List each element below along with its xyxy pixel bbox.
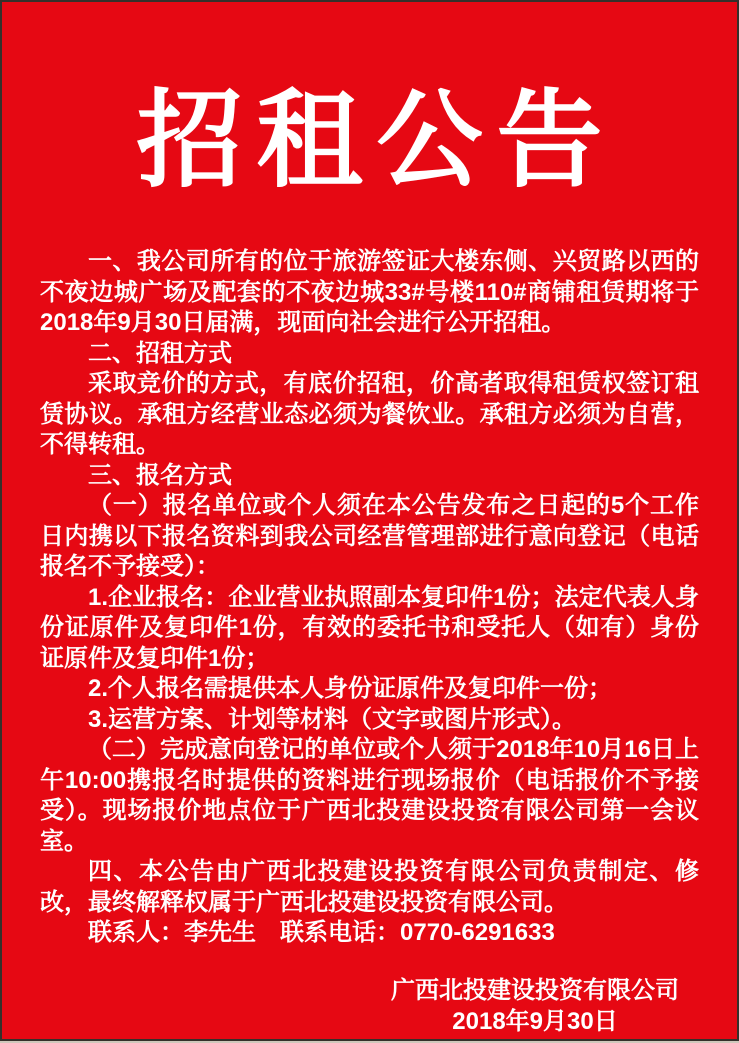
paragraph-operation-plan: 3.运营方案、计划等材料（文字或图片形式）。 [88,705,577,733]
paragraph-onsite-bidding: （二）完成意向登记的单位或个人须于2018年10月16日上午10:00携报名时提供的资料进行现场报价（电话报价不予接受）。现场报价地点位于广西北投建设投资有限公司第一会议室。 [40,736,699,855]
signature-block [2,975,737,1037]
paragraph-registration-intro: （一）报名单位或个人须在本公告发布之日起的5个工作日内携以下报名资料到我公司经营管理部进行意向登记（电话报名不予接受）： [40,492,699,581]
section-heading-3-registration: 三、报名方式 [88,461,232,489]
contact-line: 联系人：李先生 联系电话：0770-6291633 [88,919,555,947]
signature-date: 2018年9月30日 [452,1007,618,1035]
paragraph-item-1-location: 一、我公司所有的位于旅游签证大楼东侧、兴贸路以西的不夜边城广场及配套的不夜边城33#号楼110#商铺租赁期将于2018年9月30日届满，现面向社会进行公开招租。 [40,248,699,337]
paragraph-company-registration: 1.企业报名：企业营业执照副本复印件1份；法定代表人身份证原件及复印件1份，有效的委托书和受托人（如有）身份证原件及复印件1份； [40,583,699,672]
signature-company: 广西北投建设投资有限公司 [391,976,679,1004]
paragraph-method-detail: 采取竞价的方式，有底价招租，价高者取得租赁权签订租赁协议。承租方经营业态必须为餐饮业。承租方必须为自营，不得转租。 [40,370,699,459]
paragraph-interpretation-rights: 四、本公告由广西北投建设投资有限公司负责制定、修改，最终解释权属于广西北投建设投资有限公司。 [40,858,699,916]
poster-title: 招租公告 [136,83,617,200]
announcement-body [2,247,737,949]
section-heading-2-method: 二、招租方式 [88,339,232,367]
paragraph-individual-registration: 2.个人报名需提供本人身份证原件及复印件一份； [88,675,613,703]
